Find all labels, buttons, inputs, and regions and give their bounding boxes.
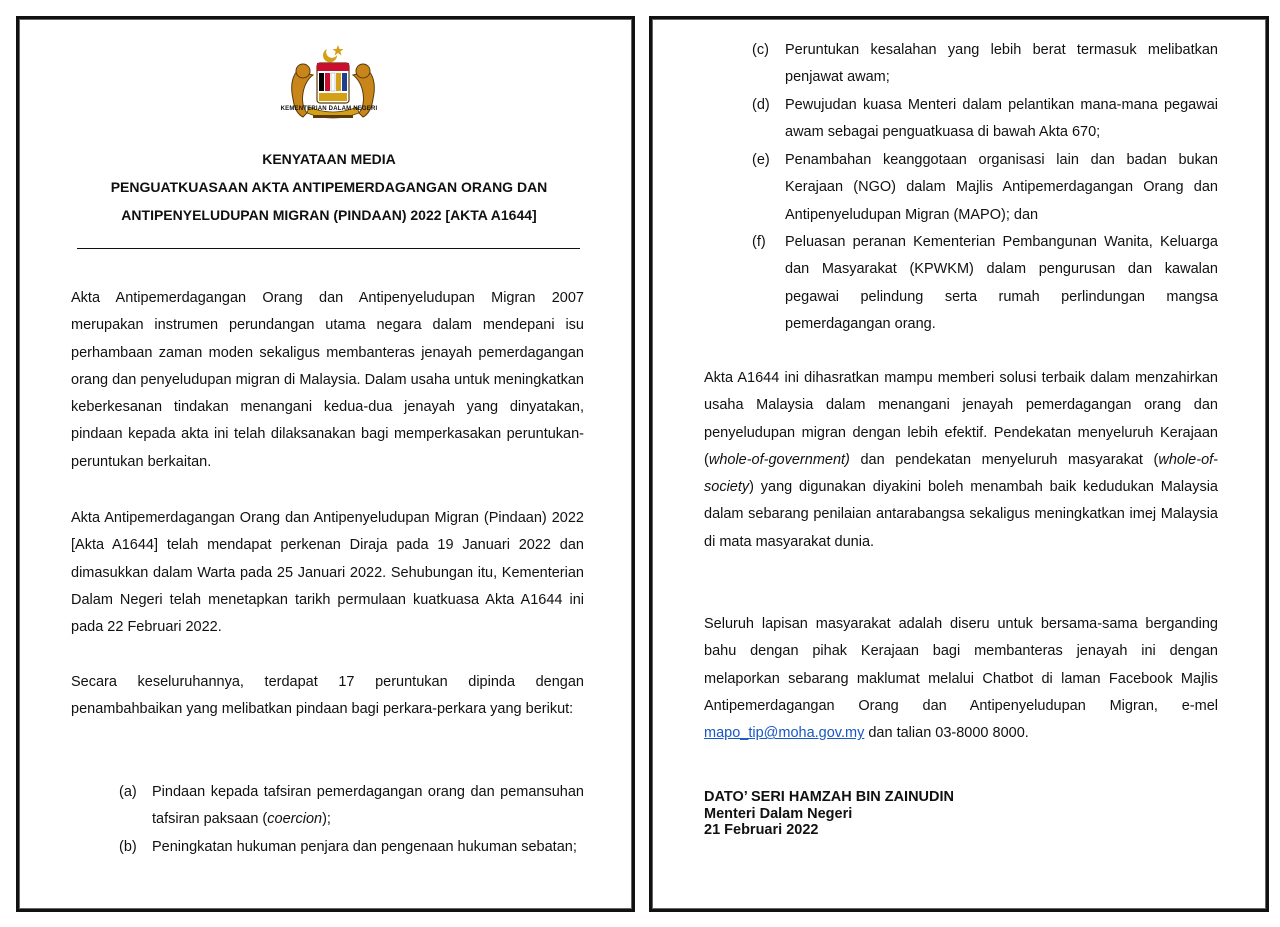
email-link[interactable]: mapo_tip@moha.gov.my	[704, 725, 865, 742]
list-label: (b)	[119, 839, 137, 855]
paragraph-objective: Akta A1644 ini dihasratkan mampu memberi solusi terbaik dalam menzahirkan usaha Malaysia dalam menangani jenayah pemerdagangan orang dan penyeludupan migran dengan lebih efektif. Pendekatan menyeluruh Kerajaan (whole-of-government) dan pendekatan menyeluruh masyarakat (whole-of-society) yang digunakan diyakini boleh menambah baik kedudukan Malaysia dalam sebarang penilaian antarabangsa sekaligus meningkatkan imej Malaysia di mata masyarakat dunia.	[704, 370, 1218, 550]
list-label: (c)	[752, 42, 769, 58]
list-item-d	[752, 92, 1218, 147]
list-text: Peruntukan kesalahan yang lebih berat termasuk melibatkan penjawat awam;	[785, 42, 1218, 86]
list-item-c	[752, 37, 1218, 92]
statement-date: 21 Februari 2022	[704, 822, 819, 838]
malaysia-coat-of-arms-icon	[283, 41, 383, 133]
list-item-e	[752, 147, 1218, 229]
signature-block	[704, 789, 954, 839]
heading-title-line2: ANTIPENYELUDUPAN MIGRAN (PINDAAN) 2022 [AKTA A1644]	[121, 207, 537, 223]
document-page-left	[16, 16, 635, 912]
list-label: (a)	[119, 784, 137, 800]
list-text: Pewujudan kuasa Menteri dalam pelantikan mana-mana pegawai awam sebagai penguatkuasa di bawah Akta 670;	[785, 97, 1218, 141]
ministry-caption: KEMENTERIAN DALAM NEGERI	[280, 106, 378, 112]
list-item-b	[119, 834, 584, 861]
list-text: Penambahan keanggotaan organisasi lain dan badan bukan Kerajaan (NGO) dalam Majlis Antipemerdagangan Orang dan Antipenyeludupan Migran (MAPO); dan	[785, 152, 1218, 223]
list-label: (d)	[752, 97, 770, 113]
document-page-right	[649, 16, 1269, 912]
heading-media-statement: KENYATAAN MEDIA	[262, 151, 396, 167]
signatory-title: Menteri Dalam Negeri	[704, 805, 853, 822]
list-item-a	[119, 779, 584, 834]
list-label: (f)	[752, 234, 766, 250]
list-label: (e)	[752, 152, 770, 168]
paragraph-amendment-dates: Akta Antipemerdagangan Orang dan Antipenyeludupan Migran (Pindaan) 2022 [Akta A1644] telah mendapat perkenan Diraja pada 19 Januari 2022 dan dimasukkan dalam Warta pada 25 Januari 2022. Sehubungan itu, Kementerian Dalam Negeri telah menetapkan tarikh permulaan kuatkuasa Akta A1644 ini pada 22 Februari 2022.	[71, 510, 584, 636]
list-text: Peningkatan hukuman penjara dan pengenaan hukuman sebatan;	[152, 839, 577, 855]
list-item-f	[752, 229, 1218, 338]
signatory-name: DATO’ SERI HAMZAH BIN ZAINUDIN	[704, 789, 954, 805]
list-text: Pindaan kepada tafsiran pemerdagangan orang dan pemansuhan tafsiran paksaan (coercion);	[152, 784, 584, 828]
list-text: Peluasan peranan Kementerian Pembangunan Wanita, Keluarga dan Masyarakat (KPWKM) dalam pengurusan dan kawalan pegawai pelindung serta rumah perlindungan mangsa pemerdagangan orang.	[785, 234, 1218, 332]
paragraph-call-to-action: Seluruh lapisan masyarakat adalah diseru untuk bersama-sama berganding bahu dengan pihak Kerajaan bagi membanteras jenayah ini dengan melaporkan sebarang maklumat melalui Chatbot di laman Facebook Majlis Antipemerdagangan Orang dan Antipenyeludupan Migran, e-mel mapo_tip@moha.gov.my dan talian 03-8000 8000.	[704, 616, 1218, 742]
paragraph-summary: Secara keseluruhannya, terdapat 17 peruntukan dipinda dengan penambahbaikan yang melibatkan pindaan bagi perkara-perkara yang berikut:	[71, 674, 584, 718]
paragraph-intro: Akta Antipemerdagangan Orang dan Antipenyeludupan Migran 2007 merupakan instrumen perundangan utama negara dalam mendepani isu perhambaan zaman moden sekaligus membanteras jenayah pemerdagangan orang dan penyeludupan migran di Malaysia. Dalam usaha untuk meningkatkan keberkesanan tindakan menangani kedua-dua jenayah yang dinyatakan, pindaan kepada akta ini telah dilaksanakan bagi memperkasakan peruntukan-peruntukan berkaitan.	[71, 290, 584, 470]
heading-divider	[77, 248, 580, 249]
heading-title-line1: PENGUATKUASAAN AKTA ANTIPEMERDAGANGAN ORANG DAN	[110, 179, 548, 195]
